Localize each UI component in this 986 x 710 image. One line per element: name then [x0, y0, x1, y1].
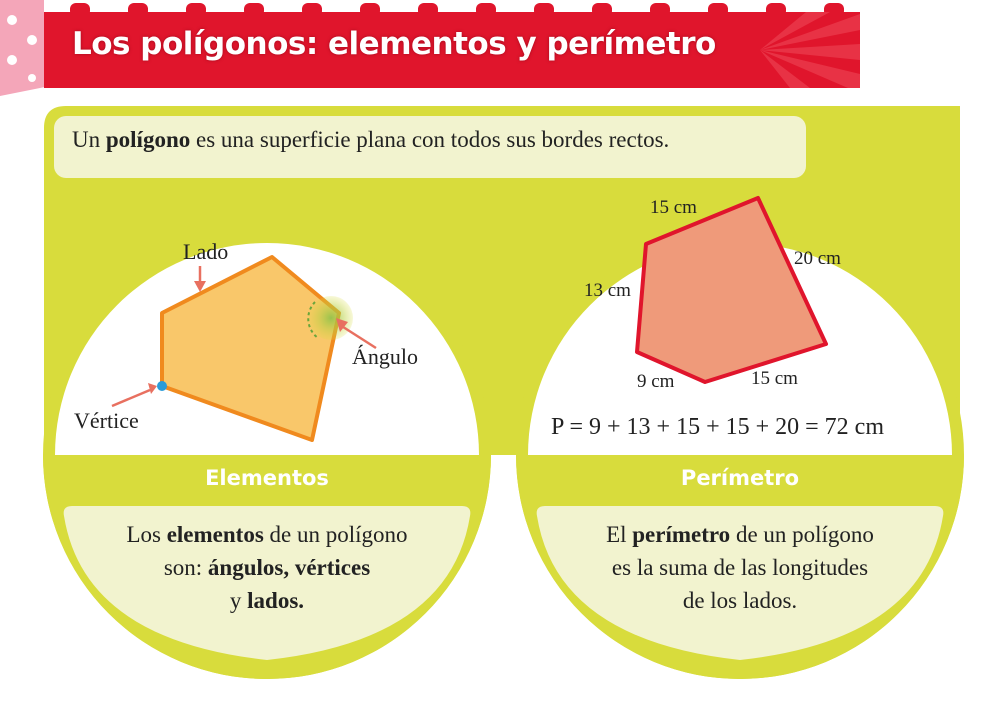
intro-sentence: [72, 127, 669, 153]
side-label-top: 15 cm: [650, 197, 697, 218]
perimetro-desc-line3: de los lados.: [682, 588, 798, 613]
elementos-desc-line2: son: ángulos, vértices: [163, 555, 371, 580]
perimetro-desc-line1: El perímetro de un polígono: [606, 522, 874, 547]
elementos-desc-line1: Los elementos de un polígono: [126, 522, 408, 547]
section-title-perimetro: Perímetro: [680, 466, 800, 490]
label-angulo: Ángulo: [352, 344, 418, 369]
perimetro-desc-line2: es la suma de las longitudes: [611, 555, 869, 580]
elementos-desc-line3: y lados.: [229, 588, 305, 613]
side-label-right: 20 cm: [794, 248, 841, 269]
perimetro-description: [560, 518, 920, 617]
intro-suffix: es una superficie plana con todos sus bordes rectos.: [190, 127, 670, 152]
section-title-elementos: Elementos: [205, 466, 329, 490]
side-label-bottom-right: 15 cm: [751, 368, 798, 389]
elementos-description: [87, 518, 447, 617]
label-vertice: Vértice: [74, 408, 139, 433]
side-label-bottom-left: 9 cm: [637, 371, 675, 392]
label-lado: Lado: [183, 239, 229, 264]
side-label-left: 13 cm: [584, 280, 631, 301]
vertex-dot: [157, 381, 167, 391]
intro-term: polígono: [105, 127, 191, 152]
page-title: Los polígonos: elementos y perímetro: [72, 26, 716, 62]
intro-prefix: Un: [72, 127, 106, 152]
perimeter-formula: P = 9 + 13 + 15 + 15 + 20 = 72 cm: [551, 414, 884, 440]
